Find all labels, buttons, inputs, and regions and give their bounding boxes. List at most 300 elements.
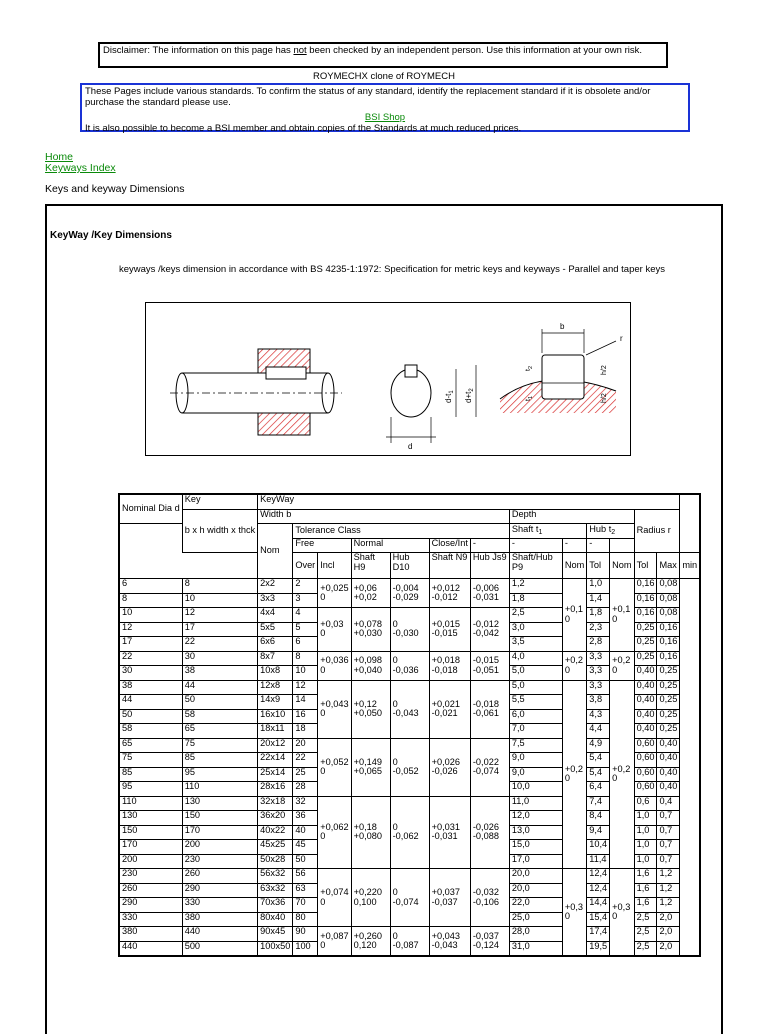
cell-t1-nom: 17,0: [509, 854, 562, 869]
cell-shaft-h9: +0,062 0: [318, 796, 351, 869]
disclaimer-box: [98, 42, 668, 68]
cell-over: 44: [119, 695, 182, 710]
cell-radius-max: 0,60: [634, 782, 657, 797]
header-tolerance-class: Tolerance Class: [293, 524, 510, 539]
cell-nom: 3: [293, 593, 318, 608]
cell-radius-min: 0,7: [657, 825, 680, 840]
cell-incl: 110: [182, 782, 257, 797]
header-width-b: Width b: [258, 509, 510, 524]
cell-hub-js9: +0,037 -0,037: [429, 869, 470, 927]
cell-incl: 50: [182, 695, 257, 710]
cell-over: 330: [119, 912, 182, 927]
cell-t1-nom: 10,0: [509, 782, 562, 797]
cell-shaft-n9: 0 -0,052: [390, 738, 429, 796]
cell-shaft-n9: 0 -0,062: [390, 796, 429, 869]
cell-over: 380: [119, 927, 182, 942]
cell-radius-min: 0,16: [657, 651, 680, 666]
cell-bxh: 14x9: [258, 695, 293, 710]
cell-bxh: 40x22: [258, 825, 293, 840]
cell-over: 85: [119, 767, 182, 782]
cell-over: 6: [119, 579, 182, 594]
header-dash-4: -: [587, 538, 610, 553]
header-normal: Normal: [351, 538, 429, 553]
cell-radius-min: 0,08: [657, 579, 680, 594]
cell-radius-max: 2,5: [634, 912, 657, 927]
cell-radius-max: 0,25: [634, 651, 657, 666]
header-dash-3: -: [562, 538, 586, 553]
cell-nom: 12: [293, 680, 318, 695]
cell-shaft-hub-p9: -0,037 -0,124: [470, 927, 509, 957]
cell-hub-d10: +0,12 +0,050: [351, 680, 390, 738]
cell-shaft-n9: 0 -0,043: [390, 680, 429, 738]
header-shaft-t1: Shaft $t_1$: [509, 524, 586, 539]
cell-bxh: 22x14: [258, 753, 293, 768]
cell-nom: 25: [293, 767, 318, 782]
cell-shaft-h9: +0,087 0: [318, 927, 351, 957]
cell-over: 440: [119, 941, 182, 956]
cell-incl: 170: [182, 825, 257, 840]
header-nominal: Nominal Dia d: [119, 494, 182, 524]
cell-shaft-h9: +0,043 0: [318, 680, 351, 738]
cell-t2-nom: 12,4: [587, 883, 610, 898]
cell-radius-max: 2,5: [634, 941, 657, 956]
cell-hub-d10: +0,18 +0,080: [351, 796, 390, 869]
cell-t2-tol: +0,1 0: [610, 579, 634, 652]
cell-radius-min: 0,25: [657, 680, 680, 695]
cell-bxh: 20x12: [258, 738, 293, 753]
cell-t2-nom: 11,4: [587, 854, 610, 869]
header-max: Max: [657, 553, 680, 579]
cell-t2-nom: 2,3: [587, 622, 610, 637]
cell-t2-nom: 1,8: [587, 608, 610, 623]
cell-incl: 65: [182, 724, 257, 739]
label-d-t1: $d-t_1$: [444, 390, 455, 403]
header-incl: Incl: [318, 553, 351, 579]
cell-radius-max: 2,5: [634, 927, 657, 942]
cell-t1-tol: +0,3 0: [562, 869, 586, 957]
key-detail-view: [500, 322, 623, 413]
label-h2-top: h/2: [601, 365, 608, 375]
cell-shaft-hub-p9: -0,022 -0,074: [470, 738, 509, 796]
cell-incl: 290: [182, 883, 257, 898]
cell-t1-nom: 25,0: [509, 912, 562, 927]
cell-over: 150: [119, 825, 182, 840]
cell-shaft-n9: 0 -0,074: [390, 869, 429, 927]
cell-t2-nom: 4,3: [587, 709, 610, 724]
cell-t1-nom: 3,0: [509, 622, 562, 637]
cell-shaft-h9: +0,036 0: [318, 651, 351, 680]
cell-over: 95: [119, 782, 182, 797]
cell-hub-js9: +0,031 -0,031: [429, 796, 470, 869]
cell-nom: 28: [293, 782, 318, 797]
bsi-shop-link[interactable]: BSI Shop: [364, 112, 406, 123]
disclaimer-prefix: Disclaimer: The information on this page has: [103, 45, 294, 56]
cell-t2-nom: 2,8: [587, 637, 610, 652]
header-t2-nom: Nom: [610, 553, 634, 579]
cell-incl: 260: [182, 869, 257, 884]
header-key: Key: [182, 494, 257, 509]
cell-radius-max: 0,60: [634, 753, 657, 768]
cell-over: 50: [119, 709, 182, 724]
cell-over: 230: [119, 869, 182, 884]
cell-shaft-hub-p9: -0,018 -0,061: [470, 680, 509, 738]
cell-nom: 16: [293, 709, 318, 724]
cell-t1-nom: 2,5: [509, 608, 562, 623]
cell-bxh: 100x50: [258, 941, 293, 956]
cell-bxh: 3x3: [258, 593, 293, 608]
section-description: keyways /keys dimension in accordance with BS 4235-1:1972: Specification for metric keys and keyways - Parallel and taper keys: [119, 264, 665, 275]
cell-t1-nom: 6,0: [509, 709, 562, 724]
cell-bxh: 25x14: [258, 767, 293, 782]
cell-nom: 45: [293, 840, 318, 855]
table-row: [119, 680, 700, 695]
section-title: KeyWay /Key Dimensions: [50, 230, 172, 241]
label-d: d: [408, 442, 413, 451]
cell-radius-min: 1,2: [657, 883, 680, 898]
cell-bxh: 50x28: [258, 854, 293, 869]
header-radius: Radius r: [634, 509, 680, 553]
cell-t1-nom: 31,0: [509, 941, 562, 956]
cell-over: 170: [119, 840, 182, 855]
cell-bxh: 45x25: [258, 840, 293, 855]
cell-radius-max: 1,6: [634, 898, 657, 913]
cell-t2-nom: 19,5: [587, 941, 610, 956]
cell-nom: 18: [293, 724, 318, 739]
cell-t2-nom: 14,4: [587, 898, 610, 913]
cell-radius-max: 0,60: [634, 767, 657, 782]
cell-bxh: 12x8: [258, 680, 293, 695]
label-t2: $t_2$: [525, 365, 534, 371]
cell-shaft-n9: 0 -0,030: [390, 608, 429, 652]
cell-nom: 70: [293, 898, 318, 913]
cell-hub-js9: +0,015 -0,015: [429, 608, 470, 652]
cell-t1-nom: 9,0: [509, 767, 562, 782]
cell-bxh: 8x7: [258, 651, 293, 666]
home-link[interactable]: Home: [45, 151, 74, 163]
header-shaft-n9: Shaft N9: [429, 553, 470, 579]
header-shaft-hub-p9: Shaft/Hub P9: [509, 553, 562, 579]
cell-hub-js9: +0,043 -0,043: [429, 927, 470, 957]
cell-radius-max: 0,40: [634, 724, 657, 739]
label-t1: $t_1$: [525, 395, 534, 401]
nav-links: [45, 152, 116, 174]
cell-nom: 80: [293, 912, 318, 927]
cell-shaft-n9: 0 -0,087: [390, 927, 429, 957]
cell-radius-min: 0,40: [657, 767, 680, 782]
cell-hub-d10: +0,06 +0,02: [351, 579, 390, 608]
cell-t1-nom: 12,0: [509, 811, 562, 826]
cell-t1-nom: 5,5: [509, 695, 562, 710]
cell-t1-nom: 20,0: [509, 883, 562, 898]
cell-incl: 12: [182, 608, 257, 623]
header-row-2: [119, 509, 700, 524]
cell-t2-nom: 7,4: [587, 796, 610, 811]
cell-radius-min: 0,25: [657, 724, 680, 739]
shaft-cross-section: [386, 365, 476, 451]
header-over: Over: [293, 553, 318, 579]
cell-hub-d10: +0,078 +0,030: [351, 608, 390, 652]
cell-radius-max: 0,16: [634, 593, 657, 608]
cell-t2-nom: 10,4: [587, 840, 610, 855]
cell-shaft-n9: -0,004 -0,029: [390, 579, 429, 608]
cell-shaft-hub-p9: -0,032 -0,106: [470, 869, 509, 927]
key-dimensions-table: [118, 493, 701, 957]
cell-bxh: 5x5: [258, 622, 293, 637]
cell-over: 200: [119, 854, 182, 869]
cell-t1-nom: 1,2: [509, 579, 562, 594]
header-shaft-h9: Shaft H9: [351, 553, 390, 579]
cell-hub-d10: +0,220 0,100: [351, 869, 390, 927]
cell-incl: 380: [182, 912, 257, 927]
cell-over: 38: [119, 680, 182, 695]
cell-t2-nom: 4,4: [587, 724, 610, 739]
cell-nom: 63: [293, 883, 318, 898]
cell-radius-max: 0,16: [634, 579, 657, 594]
cell-over: 65: [119, 738, 182, 753]
cell-radius-min: 0,08: [657, 608, 680, 623]
cell-incl: 500: [182, 941, 257, 956]
cell-radius-min: 0,40: [657, 738, 680, 753]
cell-nom: 56: [293, 869, 318, 884]
cell-t2-nom: 3,8: [587, 695, 610, 710]
cell-hub-d10: +0,149 +0,065: [351, 738, 390, 796]
cell-hub-js9: +0,021 -0,021: [429, 680, 470, 738]
cell-t1-nom: 11,0: [509, 796, 562, 811]
cell-radius-min: 0,4: [657, 796, 680, 811]
cell-bxh: 4x4: [258, 608, 293, 623]
cell-t2-nom: 3,3: [587, 651, 610, 666]
cell-radius-min: 0,7: [657, 840, 680, 855]
cell-incl: 130: [182, 796, 257, 811]
cell-incl: 44: [182, 680, 257, 695]
cell-shaft-h9: +0,074 0: [318, 869, 351, 927]
cell-t1-nom: 3,5: [509, 637, 562, 652]
cell-shaft-hub-p9: -0,026 -0,088: [470, 796, 509, 869]
cell-t2-nom: 15,4: [587, 912, 610, 927]
table-row: [119, 869, 700, 884]
cell-t1-nom: 5,0: [509, 666, 562, 681]
disclaimer-suffix: been checked by an independent person. Use this information at your own risk.: [306, 45, 643, 56]
cell-radius-max: 1,0: [634, 811, 657, 826]
cell-radius-min: 2,0: [657, 927, 680, 942]
cell-shaft-h9: +0,025 0: [318, 579, 351, 608]
cell-over: 58: [119, 724, 182, 739]
page-title: Keys and keyway Dimensions: [45, 183, 185, 195]
cell-radius-min: 0,7: [657, 811, 680, 826]
disclaimer-not: not: [293, 45, 307, 56]
cell-t2-nom: 5,4: [587, 753, 610, 768]
cell-t2-nom: 5,4: [587, 767, 610, 782]
cell-t2-tol: +0,2 0: [610, 680, 634, 869]
cell-radius-max: 1,6: [634, 869, 657, 884]
cell-shaft-h9: +0,052 0: [318, 738, 351, 796]
cell-radius-max: 0,40: [634, 695, 657, 710]
cell-t1-tol: +0,2 0: [562, 680, 586, 869]
cell-over: 8: [119, 593, 182, 608]
cell-radius-max: 0,40: [634, 680, 657, 695]
cell-incl: 95: [182, 767, 257, 782]
cell-shaft-n9: 0 -0,036: [390, 651, 429, 680]
cell-hub-js9: +0,018 -0,018: [429, 651, 470, 680]
cell-incl: 330: [182, 898, 257, 913]
cell-over: 10: [119, 608, 182, 623]
cell-t2-nom: 17,4: [587, 927, 610, 942]
shaft-side-view: [170, 349, 342, 435]
label-r: r: [620, 334, 623, 343]
cell-incl: 22: [182, 637, 257, 652]
keyway-diagram: [145, 302, 631, 456]
cell-bxh: 56x32: [258, 869, 293, 884]
cell-nom: 32: [293, 796, 318, 811]
header-t1-nom: Nom: [562, 553, 586, 579]
cell-radius-max: 0,60: [634, 738, 657, 753]
cell-over: 17: [119, 637, 182, 652]
cell-bxh: 16x10: [258, 709, 293, 724]
cell-t2-tol: +0,2 0: [610, 651, 634, 680]
cell-incl: 58: [182, 709, 257, 724]
cell-radius-min: 1,2: [657, 898, 680, 913]
cell-incl: 8: [182, 579, 257, 594]
label-d-t2: $d+t_2$: [464, 388, 475, 403]
cell-t1-nom: 5,0: [509, 680, 562, 695]
cell-t2-nom: 4,9: [587, 738, 610, 753]
cell-hub-js9: +0,012 -0,012: [429, 579, 470, 608]
content-panel: [45, 204, 723, 1034]
cell-incl: 150: [182, 811, 257, 826]
header-t1-tol: Tol: [587, 553, 610, 579]
cell-radius-min: 0,16: [657, 622, 680, 637]
cell-radius-min: 2,0: [657, 912, 680, 927]
cell-shaft-h9: +0,03 0: [318, 608, 351, 652]
cell-t1-nom: 1,8: [509, 593, 562, 608]
cell-t2-tol: +0,3 0: [610, 869, 634, 957]
header-hub-d10: Hub D10: [390, 553, 429, 579]
cell-radius-min: 0,25: [657, 695, 680, 710]
cell-radius-max: 1,0: [634, 840, 657, 855]
label-h2-bottom: h/2: [601, 393, 608, 403]
cell-bxh: 18x11: [258, 724, 293, 739]
cell-nom: 36: [293, 811, 318, 826]
cell-nom: 22: [293, 753, 318, 768]
cell-radius-min: 0,25: [657, 709, 680, 724]
cell-bxh: 36x20: [258, 811, 293, 826]
cell-t2-nom: 1,4: [587, 593, 610, 608]
cell-nom: 20: [293, 738, 318, 753]
cell-radius-max: 0,6: [634, 796, 657, 811]
header-dash-2: -: [509, 538, 562, 553]
cell-radius-min: 0,08: [657, 593, 680, 608]
cell-radius-max: 0,40: [634, 709, 657, 724]
cell-t1-tol: +0,1 0: [562, 579, 586, 652]
header-dash-1: -: [470, 538, 509, 553]
cell-over: 260: [119, 883, 182, 898]
cell-hub-d10: +0,098 +0,040: [351, 651, 390, 680]
cell-bxh: 6x6: [258, 637, 293, 652]
cell-incl: 75: [182, 738, 257, 753]
cell-t1-nom: 15,0: [509, 840, 562, 855]
cell-radius-min: 0,7: [657, 854, 680, 869]
cell-t1-nom: 22,0: [509, 898, 562, 913]
cell-radius-min: 0,25: [657, 666, 680, 681]
cell-t2-nom: 9,4: [587, 825, 610, 840]
header-nom: Nom: [258, 524, 293, 579]
cell-t2-nom: 1,0: [587, 579, 610, 594]
cell-radius-min: 2,0: [657, 941, 680, 956]
cell-radius-max: 0,16: [634, 608, 657, 623]
keyway-diagram-svg: [146, 303, 630, 455]
cell-incl: 38: [182, 666, 257, 681]
cell-nom: 5: [293, 622, 318, 637]
cell-bxh: 32x18: [258, 796, 293, 811]
table-row: [119, 579, 700, 594]
cell-shaft-hub-p9: -0,012 -0,042: [470, 608, 509, 652]
cell-nom: 2: [293, 579, 318, 594]
cell-over: 110: [119, 796, 182, 811]
cell-bxh: 90x45: [258, 927, 293, 942]
cell-bxh: 2x2: [258, 579, 293, 594]
cell-radius-max: 0,25: [634, 622, 657, 637]
table-row: [119, 651, 700, 666]
cell-over: 290: [119, 898, 182, 913]
cell-t2-nom: 8,4: [587, 811, 610, 826]
header-depth: Depth: [509, 509, 634, 524]
standards-box: [80, 83, 690, 132]
cell-radius-min: 0,40: [657, 753, 680, 768]
cell-incl: 17: [182, 622, 257, 637]
standards-text-1: These Pages include various standards. To confirm the status of any standard, identify the replacement standard if it is obsolete and/or purchase the standard please use.: [85, 86, 651, 108]
cell-incl: 85: [182, 753, 257, 768]
cell-t1-nom: 20,0: [509, 869, 562, 884]
cell-shaft-hub-p9: -0,006 -0,031: [470, 579, 509, 608]
cell-incl: 10: [182, 593, 257, 608]
cell-t1-nom: 7,0: [509, 724, 562, 739]
cell-nom: 100: [293, 941, 318, 956]
cell-t1-nom: 28,0: [509, 927, 562, 942]
cell-hub-js9: +0,026 -0,026: [429, 738, 470, 796]
header-close: Close/Int: [429, 538, 470, 553]
cell-t1-nom: 9,0: [509, 753, 562, 768]
cell-radius-min: 0,16: [657, 637, 680, 652]
cell-t2-nom: 3,3: [587, 680, 610, 695]
cell-over: 12: [119, 622, 182, 637]
cell-shaft-hub-p9: -0,015 -0,051: [470, 651, 509, 680]
cell-incl: 200: [182, 840, 257, 855]
cell-radius-min: 1,2: [657, 869, 680, 884]
cell-t2-nom: 6,4: [587, 782, 610, 797]
cell-bxh: 63x32: [258, 883, 293, 898]
header-hub-t2: Hub $t_2$: [587, 524, 634, 539]
header-bxh: b x h width x thck: [182, 509, 257, 553]
cell-t1-nom: 4,0: [509, 651, 562, 666]
cell-nom: 14: [293, 695, 318, 710]
cell-bxh: 28x16: [258, 782, 293, 797]
cell-nom: 50: [293, 854, 318, 869]
header-hub-js9: Hub Js9: [470, 553, 509, 579]
cell-radius-max: 0,40: [634, 666, 657, 681]
cell-radius-max: 1,0: [634, 854, 657, 869]
cell-hub-d10: +0,260 0,120: [351, 927, 390, 957]
cell-incl: 30: [182, 651, 257, 666]
cell-radius-max: 1,0: [634, 825, 657, 840]
cell-t1-tol: +0,2 0: [562, 651, 586, 680]
cell-t1-nom: 7,5: [509, 738, 562, 753]
keyways-index-link[interactable]: Keyways Index: [45, 162, 116, 174]
label-b: b: [560, 322, 565, 331]
cell-t2-nom: 12,4: [587, 869, 610, 884]
cell-t2-nom: 3,3: [587, 666, 610, 681]
cell-t1-nom: 13,0: [509, 825, 562, 840]
cell-bxh: 70x36: [258, 898, 293, 913]
